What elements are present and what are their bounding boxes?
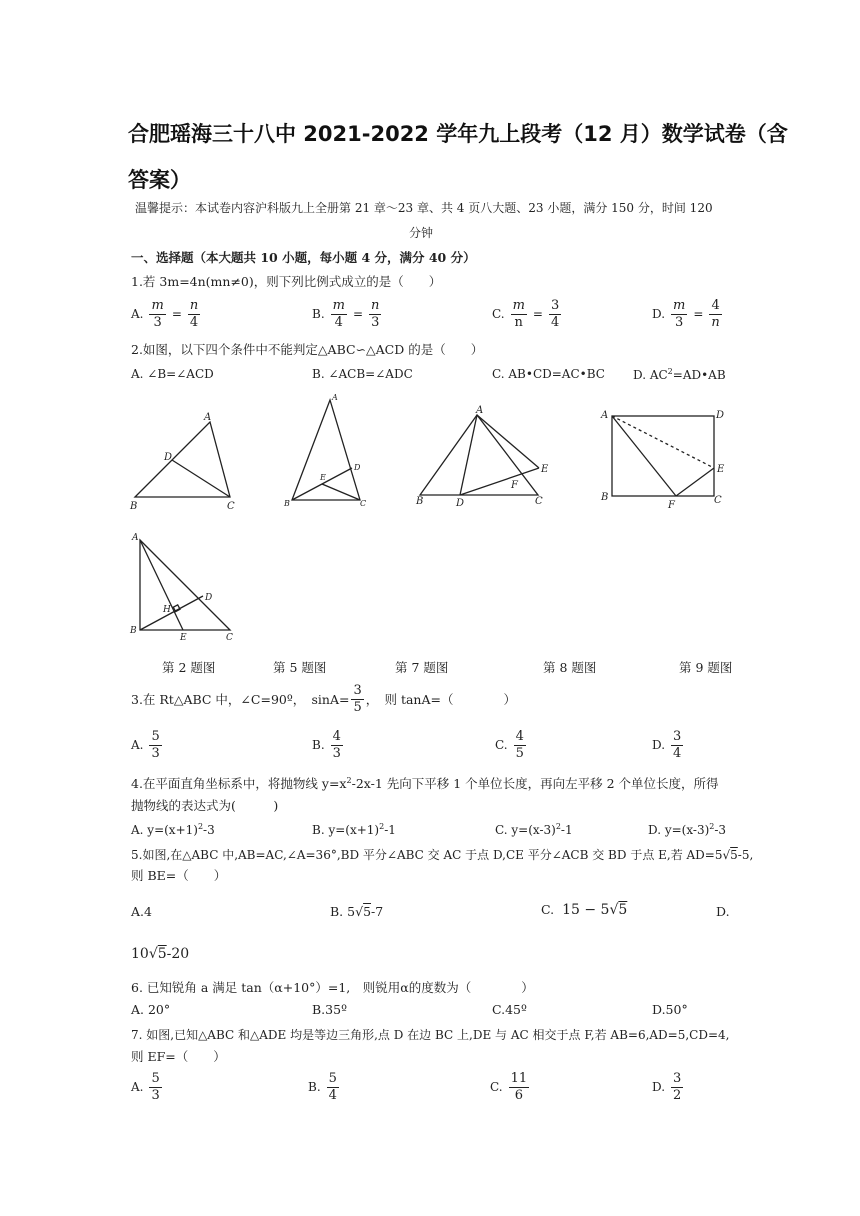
figure-q7 <box>420 415 539 495</box>
q1-option-c <box>492 299 561 329</box>
frac-den: n <box>711 314 720 330</box>
q4-option-b <box>312 822 396 837</box>
fig7-label: F <box>511 480 518 491</box>
q1-option-b <box>312 299 381 329</box>
superscript: 2 <box>197 822 204 831</box>
q5-option-b: B. 5√5-7 <box>330 904 384 919</box>
q7-option-d <box>652 1072 683 1102</box>
option-label: B. <box>312 307 325 322</box>
fig8-label: C <box>714 495 722 506</box>
option-label: C. <box>490 1080 503 1095</box>
sqrt-radicand: 5 <box>157 946 167 962</box>
q3-option-d <box>652 730 683 760</box>
fig9-label: B <box>130 626 137 636</box>
q7-option-b <box>308 1072 339 1102</box>
q5-stem-text: -5, <box>737 848 754 862</box>
fig2-label: C <box>227 501 235 512</box>
equals: = <box>171 307 182 322</box>
option-text: C. y=(x-3) <box>495 823 556 837</box>
frac-num: 4 <box>711 298 720 313</box>
q1-stem: 1.若 3m=4n(mn≠0)，则下列比例式成立的是（ ） <box>131 274 442 289</box>
frac-den: n <box>514 314 523 330</box>
equals: = <box>352 307 364 322</box>
q6-stem: 6. 已知锐角 a 满足 tan（α+10°）=1, 则锐用α的度数为（ ） <box>131 980 534 995</box>
page-title-line1: 合肥瑶海三十八中 2021-2022 学年九上段考（12 月）数学试卷（含 <box>128 122 788 146</box>
q3-option-b <box>312 730 343 760</box>
q5-option-a: A.4 <box>131 904 152 919</box>
q5-stem-text: 5.如图,在△ABC 中,AB=AC,∠A=36°,BD 平分∠ABC 交 AC 于点 D,CE 平分∠ACB 交 BD 于点 E,若 AD=5 <box>131 848 723 862</box>
frac-num: n <box>371 298 380 313</box>
option-label: A. <box>131 738 144 753</box>
option-text: A. y=(x+1) <box>131 823 198 837</box>
q4-option-a <box>131 822 215 837</box>
fig8-label: E <box>717 464 725 475</box>
q4-stem-text: 4.在平面直角坐标系中，将抛物线 y=x <box>131 776 347 791</box>
q3-option-a <box>131 730 162 760</box>
option-text: -1 <box>384 823 396 837</box>
frac-num: 3 <box>673 1071 682 1086</box>
figure-caption: 第 7 题图 <box>395 660 449 675</box>
frac-den: 4 <box>328 1087 337 1103</box>
fig8-label: D <box>716 410 725 421</box>
fig5-label: E <box>320 473 326 482</box>
frac-num: m <box>332 298 345 313</box>
frac-den: 4 <box>189 314 199 330</box>
q6-option-d: D.50° <box>652 1002 688 1017</box>
option-label: C. <box>492 307 505 322</box>
fig2-label: D <box>164 452 173 463</box>
frac-den: 5 <box>515 745 524 761</box>
q3-stem-text: 3.在 Rt△ABC 中，∠C=90º， sinA= <box>131 692 350 708</box>
figure-caption: 第 8 题图 <box>543 660 597 675</box>
frac-num: 4 <box>332 729 341 744</box>
superscript: 2 <box>346 775 352 785</box>
q2-stem: 2.如图，以下四个条件中不能判定△ABC∽△ACD 的是（ ） <box>131 342 484 357</box>
q6-option-c: C.45º <box>492 1002 527 1017</box>
option-text: -3 <box>203 823 215 837</box>
q7-stem-line2: 则 EF=（ ） <box>131 1049 226 1064</box>
fig8-label: F <box>668 500 675 511</box>
fig7-label: C <box>535 496 543 507</box>
option-text: B. 5 <box>330 904 356 919</box>
sqrt-radicand: 5 <box>730 848 738 862</box>
option-label: B. <box>312 738 325 753</box>
option-text: D. y=(x-3) <box>648 823 710 837</box>
fig5-label: C <box>360 499 367 508</box>
fig5-label: A <box>332 393 338 402</box>
superscript: 2 <box>667 367 673 376</box>
frac-num: 5 <box>151 1071 160 1086</box>
fig8-label: A <box>601 410 609 421</box>
frac-num: 5 <box>328 1071 337 1086</box>
figure-q8 <box>612 416 714 496</box>
frac-num: m <box>151 298 164 313</box>
superscript: 2 <box>709 822 715 831</box>
q6-option-b: B.35º <box>312 1002 347 1017</box>
q2-option-d <box>633 367 726 382</box>
q7-stem: 7. 如图,已知△ABC 和△ADE 均是等边三角形,点 D 在边 BC 上,DE 与 AC 相交于点 F,若 AB=6,AD=5,CD=4, <box>131 1028 730 1042</box>
q5-option-c: C. 15 − 5√5 <box>541 902 628 918</box>
figure-caption: 第 2 题图 <box>162 660 216 675</box>
q2-option-d-text: D. AC <box>633 368 668 382</box>
notice-line1: 温馨提示：本试卷内容沪科版九上全册第 21 章～23 章、共 4 页八大题、23 小题，满分 150 分，时间 120 <box>135 201 713 215</box>
frac-den: 4 <box>550 314 560 330</box>
q4-option-d <box>648 822 726 837</box>
option-text: -3 <box>714 823 727 837</box>
fig5-label: B <box>284 499 290 508</box>
frac-num: 5 <box>151 729 160 744</box>
fig9-label: C <box>226 633 233 643</box>
option-label: A. <box>131 1080 144 1095</box>
fig7-label: D <box>456 498 465 509</box>
option-label: C. <box>541 902 555 917</box>
sqrt-radicand: 5 <box>618 902 628 918</box>
fig2-label: A <box>204 412 212 423</box>
fig8-label: B <box>601 492 609 503</box>
fig9-label: D <box>205 593 213 603</box>
frac-den: 3 <box>371 314 380 330</box>
frac-den: 3 <box>151 745 160 761</box>
option-label: C. <box>495 738 508 753</box>
q5-option-d-label: D. <box>716 904 730 919</box>
frac-num: 11 <box>510 1071 528 1086</box>
option-text: -7 <box>371 904 384 919</box>
frac-den: 3 <box>153 314 162 330</box>
frac-num: 4 <box>515 729 524 744</box>
frac-den: 6 <box>514 1087 523 1103</box>
q5-stem: 5.如图,在△ABC 中,AB=AC,∠A=36°,BD 平分∠ABC 交 AC 于点 D,CE 平分∠ACB 交 BD 于点 E,若 AD=5√5-5, <box>131 848 754 862</box>
fig2-label: B <box>130 501 138 512</box>
q4-option-c <box>495 822 573 837</box>
q4-stem <box>131 774 719 792</box>
q3-stem <box>131 684 516 714</box>
option-text: -20 <box>166 946 190 962</box>
frac-den: 4 <box>334 314 343 330</box>
figure-q9 <box>140 540 230 630</box>
q1-option-a <box>131 299 200 329</box>
q3-option-c <box>495 730 526 760</box>
frac-num: n <box>189 298 199 313</box>
frac-den: 5 <box>353 699 362 715</box>
frac-den: 2 <box>673 1087 682 1103</box>
frac-num: 3 <box>353 683 362 698</box>
section-heading: 一、选择题（本大题共 10 小题，每小题 4 分，满分 40 分） <box>131 250 476 265</box>
fig7-label: E <box>541 464 549 475</box>
figure-caption: 第 5 题图 <box>273 660 327 675</box>
frac-den: 4 <box>673 745 682 761</box>
frac-den: 3 <box>151 1087 160 1103</box>
fig9-label: E <box>180 633 187 643</box>
q1-option-d <box>652 299 722 329</box>
fig7-label: A <box>476 405 484 416</box>
fig9-label: H <box>163 605 171 615</box>
frac-num: m <box>673 298 686 313</box>
q2-option-a: A. ∠B=∠ACD <box>131 367 214 381</box>
figure-caption: 第 9 题图 <box>679 660 733 675</box>
q5-stem-line2: 则 BE=（ ） <box>131 868 227 883</box>
frac-den: 3 <box>675 314 684 330</box>
option-text: 10 <box>131 946 149 962</box>
fig7-label: B <box>416 496 424 507</box>
superscript: 2 <box>555 822 561 831</box>
sqrt-radicand: 5 <box>363 904 372 919</box>
option-text: 15 − 5 <box>562 902 610 918</box>
q2-option-c: C. AB•CD=AC•BC <box>492 367 605 381</box>
q2-option-d-rest: =AD•AB <box>672 368 726 382</box>
q3-stem-text: ， 则 tanA=（ ） <box>365 692 516 708</box>
notice-line2: 分钟 <box>409 226 434 240</box>
q7-option-c <box>490 1072 529 1102</box>
frac-num: 3 <box>673 729 682 744</box>
geometry-figures <box>120 393 760 650</box>
q5-option-d-value: 10√5-20 <box>131 946 190 962</box>
option-label: D. <box>652 1080 666 1095</box>
option-text: -1 <box>560 823 573 837</box>
option-label: A. <box>131 307 144 322</box>
fig9-label: A <box>132 533 139 543</box>
q4-stem-text: -2x-1 先向下平移 1 个单位长度，再向左平移 2 个单位长度，所得 <box>351 776 719 791</box>
superscript: 2 <box>379 822 385 831</box>
q2-option-b: B. ∠ACB=∠ADC <box>312 367 413 381</box>
figure-q5 <box>292 400 360 500</box>
q7-option-a <box>131 1072 162 1102</box>
equals: = <box>693 307 704 322</box>
q4-stem-line2: 抛物线的表达式为( ) <box>131 798 279 813</box>
frac-num: 3 <box>550 298 560 313</box>
frac-den: 3 <box>332 745 341 761</box>
option-label: D. <box>652 307 666 322</box>
frac-num: m <box>512 298 525 313</box>
figure-q2 <box>135 422 230 497</box>
option-label: B. <box>308 1080 321 1095</box>
fig5-label: D <box>354 463 361 472</box>
option-text: B. y=(x+1) <box>312 823 380 837</box>
page-title-line2: 答案） <box>128 168 191 192</box>
equals: = <box>532 307 543 322</box>
option-label: D. <box>652 738 666 753</box>
q6-option-a: A. 20° <box>131 1002 171 1017</box>
